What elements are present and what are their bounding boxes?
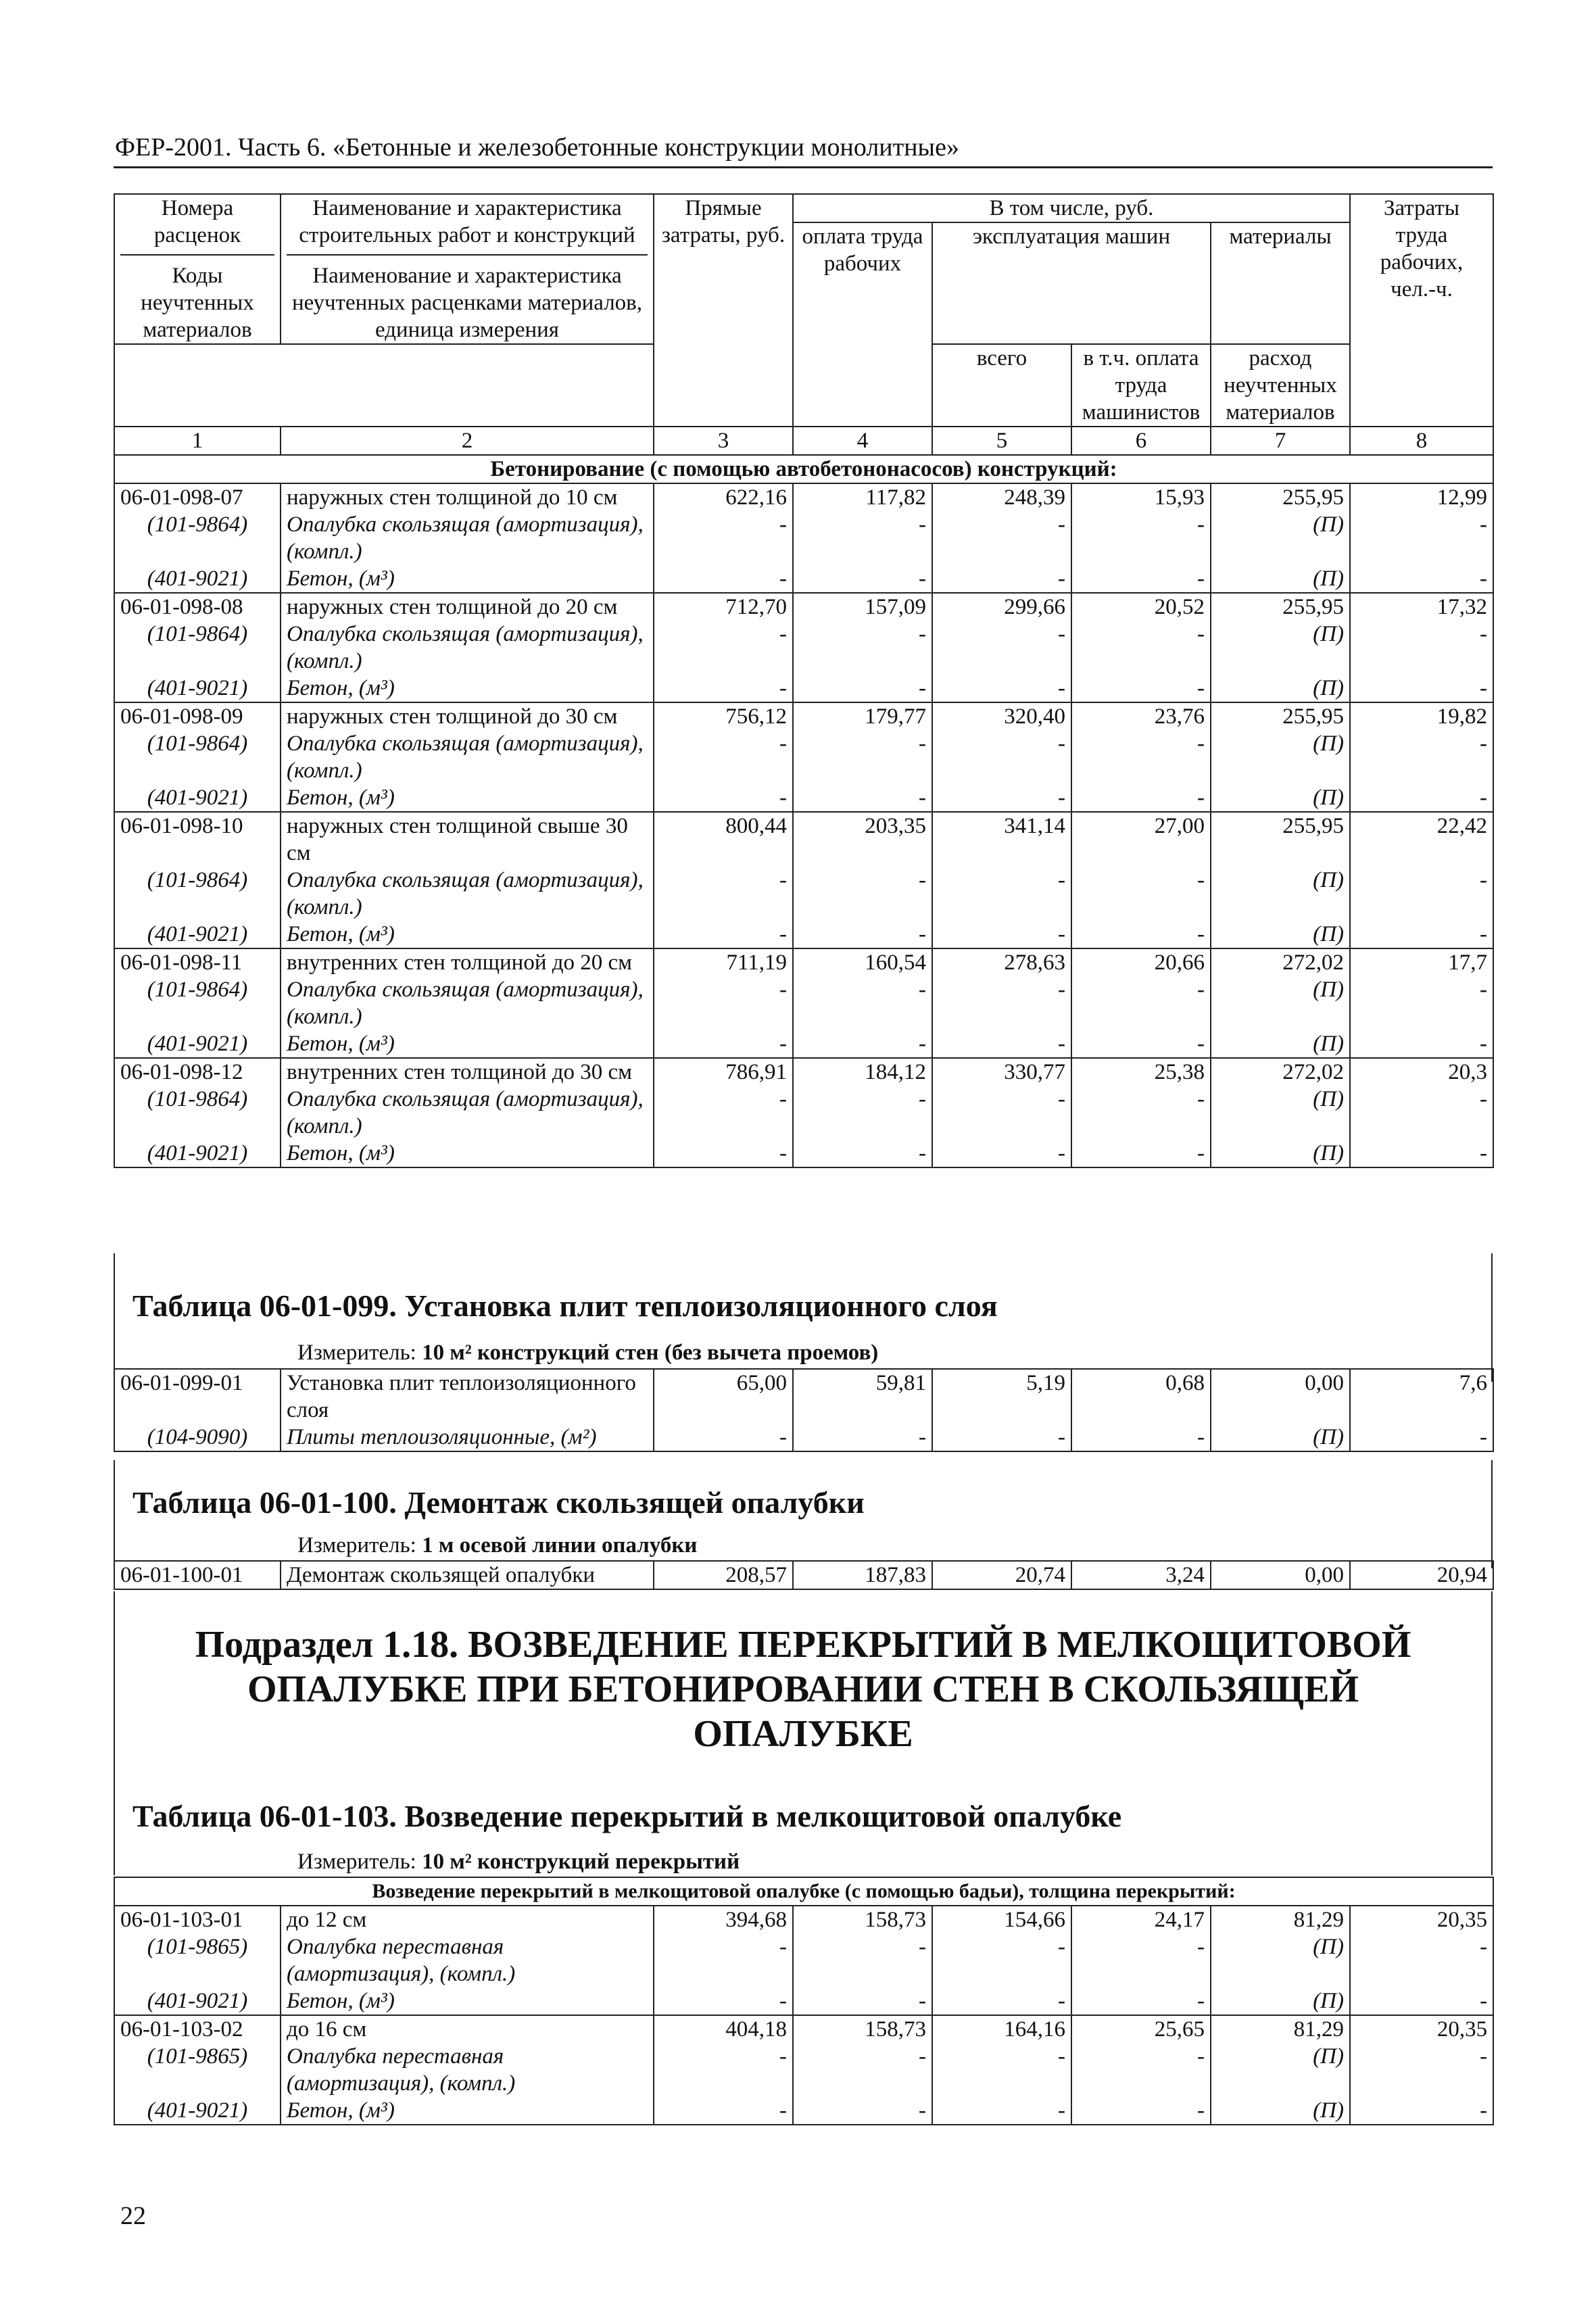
col-header-labor: Затраты труда рабочих, чел.-ч. (1350, 194, 1493, 427)
material-row (114, 1424, 1493, 1451)
material-value: - (654, 675, 793, 702)
material-value: - (654, 1987, 793, 2015)
rate-value: 179,77 (793, 702, 932, 730)
frame-right (1491, 1253, 1493, 1382)
rate-value: 255,95 (1211, 483, 1350, 511)
material-value: (П) (1211, 784, 1350, 812)
rate-value: 25,65 (1071, 2015, 1211, 2043)
rate-value: 272,02 (1211, 1058, 1350, 1086)
measure-099: Измеритель: 10 м² конструкций стен (без вычета проемов) (297, 1341, 879, 1365)
material-value: - (654, 1140, 793, 1167)
rate-value: 20,74 (932, 1561, 1071, 1589)
material-value: - (932, 1140, 1071, 1167)
material-value: - (654, 976, 793, 1030)
material-name: Опалубка скользящая (амортизация), (компл.) (281, 867, 654, 921)
rate-value: 800,44 (654, 812, 793, 867)
rate-row (114, 702, 1493, 730)
material-value: - (793, 565, 932, 593)
rate-name: внутренних стен толщиной до 30 см (281, 1058, 654, 1086)
material-code: (401-9021) (114, 1987, 281, 2015)
material-value: - (932, 921, 1071, 948)
material-value: - (932, 675, 1071, 702)
material-value: - (793, 621, 932, 675)
rate-value: 255,95 (1211, 702, 1350, 730)
material-row (114, 1030, 1493, 1058)
material-value: - (1350, 976, 1493, 1030)
rate-code: 06-01-103-01 (114, 1906, 281, 1933)
material-value: - (793, 511, 932, 565)
material-value: - (793, 2043, 932, 2097)
rate-name: Демонтаж скользящей опалубки (281, 1561, 654, 1589)
col-header-codes: Номера расценок Коды неучтенных материалов (114, 194, 281, 344)
material-value: - (932, 621, 1071, 675)
rate-value: 25,38 (1071, 1058, 1211, 1086)
rate-name: Установка плит теплоизоляционного слоя (281, 1369, 654, 1424)
rate-value: 255,95 (1211, 812, 1350, 867)
material-value: - (654, 1030, 793, 1058)
rate-value: 255,95 (1211, 593, 1350, 621)
material-value: - (932, 976, 1071, 1030)
material-value: - (932, 2043, 1071, 2097)
material-value: (П) (1211, 675, 1350, 702)
frame-left (114, 1460, 115, 1568)
material-value: - (793, 1086, 932, 1140)
col-number: 4 (793, 427, 932, 455)
material-value: - (932, 1424, 1071, 1451)
material-value: - (654, 921, 793, 948)
material-value: (П) (1211, 511, 1350, 565)
material-value: - (654, 1086, 793, 1140)
rate-value: 248,39 (932, 483, 1071, 511)
material-name: Опалубка переставная (амортизация), (компл.) (281, 1933, 654, 1987)
rate-row (114, 948, 1493, 976)
material-value: - (793, 867, 932, 921)
material-name: Бетон, (м³) (281, 921, 654, 948)
material-value: - (1071, 1933, 1211, 1987)
material-code: (101-9864) (114, 730, 281, 784)
measure-103: Измеритель: 10 м² конструкций перекрытий (297, 1850, 740, 1874)
rate-value: 81,29 (1211, 1906, 1350, 1933)
rates-table-100 (114, 1560, 1494, 1590)
frame-left (114, 1253, 115, 1382)
col-header-materials: материалы (1211, 222, 1350, 344)
frame-right (1491, 1460, 1493, 1568)
section-title-098: Бетонирование (с помощью автобетононасосов) конструкций: (114, 455, 1493, 483)
rate-code: 06-01-098-10 (114, 812, 281, 867)
material-name: Бетон, (м³) (281, 2097, 654, 2125)
rate-value: 5,19 (932, 1369, 1071, 1424)
material-value: - (1350, 1086, 1493, 1140)
material-value: - (1071, 921, 1211, 948)
material-row (114, 565, 1493, 593)
material-value: - (1350, 730, 1493, 784)
material-value: - (1071, 675, 1211, 702)
material-row (114, 621, 1493, 675)
material-value: - (1350, 565, 1493, 593)
rate-value: 164,16 (932, 2015, 1071, 2043)
rate-value: 184,12 (793, 1058, 932, 1086)
material-value: - (1350, 1987, 1493, 2015)
col-number: 6 (1071, 427, 1211, 455)
col-header-wages: оплата труда рабочих (793, 222, 932, 427)
rate-value: 0,00 (1211, 1561, 1350, 1589)
material-value: - (932, 1086, 1071, 1140)
col-header-filler (114, 344, 654, 427)
material-value: - (654, 784, 793, 812)
rate-value: 27,00 (1071, 812, 1211, 867)
rate-value: 81,29 (1211, 2015, 1350, 2043)
rate-value: 59,81 (793, 1369, 932, 1424)
rate-value: 20,52 (1071, 593, 1211, 621)
rate-value: 22,42 (1350, 812, 1493, 867)
material-value: (П) (1211, 921, 1350, 948)
col-number: 7 (1211, 427, 1350, 455)
material-value: - (654, 621, 793, 675)
material-code: (401-9021) (114, 675, 281, 702)
material-value: - (1350, 621, 1493, 675)
rate-value: 12,99 (1350, 483, 1493, 511)
material-name: Опалубка скользящая (амортизация), (компл.) (281, 511, 654, 565)
material-row (114, 921, 1493, 948)
rate-value: 23,76 (1071, 702, 1211, 730)
rate-name: наружных стен толщиной свыше 30 см (281, 812, 654, 867)
material-value: - (793, 1030, 932, 1058)
material-value: - (932, 511, 1071, 565)
col-header-materials-consumption: расход неучтенных материалов (1211, 344, 1350, 427)
material-value: - (1071, 1424, 1211, 1451)
material-value: - (1350, 1933, 1493, 1987)
material-row (114, 1086, 1493, 1140)
col-header-group: В том числе, руб. (793, 194, 1350, 222)
material-value: - (1071, 730, 1211, 784)
rate-row (114, 1561, 1493, 1589)
material-value: (П) (1211, 976, 1350, 1030)
material-value: - (1071, 565, 1211, 593)
material-value: - (793, 2097, 932, 2125)
material-value: (П) (1211, 1030, 1350, 1058)
rate-value: 3,24 (1071, 1561, 1211, 1589)
rate-row (114, 1369, 1493, 1424)
material-code: (101-9865) (114, 1933, 281, 1987)
material-value: - (654, 1933, 793, 1987)
table-title-103: Таблица 06-01-103. Возведение перекрытий в мелкощитовой опалубке (132, 1799, 1122, 1833)
material-value: - (1350, 867, 1493, 921)
rate-value: 208,57 (654, 1561, 793, 1589)
material-name: Плиты теплоизоляционные, (м²) (281, 1424, 654, 1451)
material-name: Опалубка скользящая (амортизация), (компл.) (281, 976, 654, 1030)
material-code: (101-9865) (114, 2043, 281, 2097)
material-value: - (932, 1030, 1071, 1058)
table-title-099: Таблица 06-01-099. Установка плит теплоизоляционного слоя (132, 1288, 998, 1323)
material-code: (101-9864) (114, 621, 281, 675)
col-number: 8 (1350, 427, 1493, 455)
material-value: - (654, 2043, 793, 2097)
material-value: (П) (1211, 730, 1350, 784)
rows-098 (114, 483, 1493, 1167)
rate-value: 712,70 (654, 593, 793, 621)
material-value: (П) (1211, 565, 1350, 593)
material-value: - (1071, 1140, 1211, 1167)
column-numbers-row (114, 427, 1493, 455)
material-value: - (932, 1933, 1071, 1987)
material-value: (П) (1211, 1933, 1350, 1987)
material-code: (101-9864) (114, 976, 281, 1030)
material-name: Опалубка переставная (амортизация), (компл.) (281, 2043, 654, 2097)
rate-name: до 12 см (281, 1906, 654, 1933)
rate-value: 158,73 (793, 1906, 932, 1933)
rate-value: 17,7 (1350, 948, 1493, 976)
subsection-title: Подраздел 1.18. ВОЗВЕДЕНИЕ ПЕРЕКРЫТИЙ В МЕЛКОЩИТОВОЙ ОПАЛУБКЕ ПРИ БЕТОНИРОВАНИИ СТЕН В СКОЛЬЗЯЩЕЙ ОПАЛУБКЕ (195, 1624, 1411, 1755)
material-row (114, 511, 1493, 565)
material-value: - (1350, 2043, 1493, 2097)
rate-name: внутренних стен толщиной до 20 см (281, 948, 654, 976)
rate-row (114, 483, 1493, 511)
rate-value: 272,02 (1211, 948, 1350, 976)
material-code: (101-9864) (114, 1086, 281, 1140)
material-name: Бетон, (м³) (281, 1030, 654, 1058)
material-code: (401-9021) (114, 1030, 281, 1058)
material-value: - (1350, 921, 1493, 948)
rate-name: наружных стен толщиной до 30 см (281, 702, 654, 730)
material-value: - (793, 976, 932, 1030)
rate-code: 06-01-098-09 (114, 702, 281, 730)
rate-value: 117,82 (793, 483, 932, 511)
material-name: Бетон, (м³) (281, 1987, 654, 2015)
material-value: - (793, 675, 932, 702)
material-row (114, 2097, 1493, 2125)
material-name: Опалубка скользящая (амортизация), (компл.) (281, 621, 654, 675)
col-number: 2 (281, 427, 654, 455)
material-code: (101-9864) (114, 867, 281, 921)
rate-value: 756,12 (654, 702, 793, 730)
col-header-exploitation: эксплуатация машин (932, 222, 1211, 344)
rate-value: 160,54 (793, 948, 932, 976)
material-value: - (654, 1424, 793, 1451)
col-number: 1 (114, 427, 281, 455)
rate-value: 203,35 (793, 812, 932, 867)
material-value: - (654, 511, 793, 565)
material-value: - (932, 1987, 1071, 2015)
rate-value: 786,91 (654, 1058, 793, 1086)
rate-value: 20,35 (1350, 2015, 1493, 2043)
material-value: - (932, 565, 1071, 593)
material-value: - (793, 1933, 932, 1987)
rate-name: до 16 см (281, 2015, 654, 2043)
material-code: (401-9021) (114, 1140, 281, 1167)
rate-value: 65,00 (654, 1369, 793, 1424)
material-value: (П) (1211, 867, 1350, 921)
material-value: - (654, 730, 793, 784)
material-value: (П) (1211, 1140, 1350, 1167)
material-value: - (932, 2097, 1071, 2125)
rate-value: 24,17 (1071, 1906, 1211, 1933)
rate-row (114, 593, 1493, 621)
rates-table-099 (114, 1368, 1494, 1452)
material-code: (104-9090) (114, 1424, 281, 1451)
rate-row (114, 1058, 1493, 1086)
rate-row (114, 2015, 1493, 2043)
material-value: - (1350, 1424, 1493, 1451)
page-header: ФЕР-2001. Часть 6. «Бетонные и железобетонные конструкции монолитные» (115, 133, 959, 162)
material-value: - (1071, 2043, 1211, 2097)
rate-value: 158,73 (793, 2015, 932, 2043)
col-header-direct-costs: Прямые затраты, руб. (654, 194, 793, 427)
col-header-machines-total: всего (932, 344, 1071, 427)
col-number: 5 (932, 427, 1071, 455)
material-value: - (654, 2097, 793, 2125)
material-name: Бетон, (м³) (281, 565, 654, 593)
material-value: - (793, 1140, 932, 1167)
material-value: - (654, 867, 793, 921)
rates-table-098 (114, 193, 1494, 1168)
material-value: - (1350, 784, 1493, 812)
material-value: - (1350, 1140, 1493, 1167)
section-title-103: Возведение перекрытий в мелкощитовой опалубке (с помощью бадьи), толщина перекрытий: (114, 1877, 1493, 1906)
material-code: (401-9021) (114, 565, 281, 593)
material-row (114, 675, 1493, 702)
material-value: - (932, 730, 1071, 784)
rate-name: наружных стен толщиной до 20 см (281, 593, 654, 621)
rate-value: 330,77 (932, 1058, 1071, 1086)
material-code: (401-9021) (114, 2097, 281, 2125)
material-row (114, 1987, 1493, 2015)
material-value: - (932, 784, 1071, 812)
material-value: - (793, 921, 932, 948)
rate-value: 20,35 (1350, 1906, 1493, 1933)
material-value: - (793, 1987, 932, 2015)
rate-value: 0,00 (1211, 1369, 1350, 1424)
rate-value: 19,82 (1350, 702, 1493, 730)
material-value: - (1071, 1030, 1211, 1058)
page-number: 22 (120, 2202, 146, 2230)
material-value: - (1071, 621, 1211, 675)
material-value: - (932, 867, 1071, 921)
rate-value: 622,16 (654, 483, 793, 511)
col-header-name: Наименование и характеристика строительных работ и конструкций Наименование и характеристика неучтенных расценками материалов, единица измерения (281, 194, 654, 344)
material-value: - (1071, 2097, 1211, 2125)
material-row (114, 784, 1493, 812)
rate-code: 06-01-103-02 (114, 2015, 281, 2043)
material-row (114, 2043, 1493, 2097)
col-number: 3 (654, 427, 793, 455)
rate-value: 17,32 (1350, 593, 1493, 621)
material-value: (П) (1211, 1424, 1350, 1451)
rate-value: 20,3 (1350, 1058, 1493, 1086)
rate-row (114, 1906, 1493, 1933)
material-value: - (1350, 511, 1493, 565)
rate-name: наружных стен толщиной до 10 см (281, 483, 654, 511)
material-row (114, 867, 1493, 921)
rate-row (114, 812, 1493, 867)
material-name: Бетон, (м³) (281, 1140, 654, 1167)
rate-value: 394,68 (654, 1906, 793, 1933)
rate-value: 157,09 (793, 593, 932, 621)
material-value: - (1071, 784, 1211, 812)
rate-value: 154,66 (932, 1906, 1071, 1933)
material-value: (П) (1211, 1987, 1350, 2015)
rate-code: 06-01-098-12 (114, 1058, 281, 1086)
material-value: - (1350, 1030, 1493, 1058)
rate-value: 299,66 (932, 593, 1071, 621)
material-value: - (1071, 1086, 1211, 1140)
rate-value: 341,14 (932, 812, 1071, 867)
material-value: - (793, 1424, 932, 1451)
material-value: - (654, 565, 793, 593)
material-value: - (1071, 867, 1211, 921)
measure-100: Измеритель: 1 м осевой линии опалубки (297, 1533, 698, 1558)
material-value: (П) (1211, 1086, 1350, 1140)
material-row (114, 730, 1493, 784)
rate-code: 06-01-099-01 (114, 1369, 281, 1424)
material-value: - (1071, 511, 1211, 565)
rate-code: 06-01-098-11 (114, 948, 281, 976)
material-row (114, 1933, 1493, 1987)
rates-table-103 (114, 1877, 1494, 2125)
col-header-machinists: в т.ч. оплата труда машинистов (1071, 344, 1211, 427)
material-value: - (1350, 2097, 1493, 2125)
material-value: - (793, 784, 932, 812)
rate-code: 06-01-100-01 (114, 1561, 281, 1589)
material-code: (401-9021) (114, 921, 281, 948)
material-value: - (1071, 976, 1211, 1030)
rate-code: 06-01-098-07 (114, 483, 281, 511)
material-value: - (1071, 1987, 1211, 2015)
rate-value: 20,94 (1350, 1561, 1493, 1589)
material-row (114, 1140, 1493, 1167)
material-row (114, 976, 1493, 1030)
material-value: (П) (1211, 2043, 1350, 2097)
rate-value: 278,63 (932, 948, 1071, 976)
material-value: (П) (1211, 621, 1350, 675)
material-name: Бетон, (м³) (281, 675, 654, 702)
material-value: (П) (1211, 2097, 1350, 2125)
rate-code: 06-01-098-08 (114, 593, 281, 621)
rate-value: 15,93 (1071, 483, 1211, 511)
rate-value: 187,83 (793, 1561, 932, 1589)
material-name: Опалубка скользящая (амортизация), (компл.) (281, 1086, 654, 1140)
material-value: - (1350, 675, 1493, 702)
rate-value: 0,68 (1071, 1369, 1211, 1424)
rate-value: 404,18 (654, 2015, 793, 2043)
table-title-100: Таблица 06-01-100. Демонтаж скользящей опалубки (132, 1485, 865, 1520)
rate-value: 7,6 (1350, 1369, 1493, 1424)
material-name: Опалубка скользящая (амортизация), (компл.) (281, 730, 654, 784)
rate-value: 20,66 (1071, 948, 1211, 976)
rate-value: 711,19 (654, 948, 793, 976)
material-value: - (793, 730, 932, 784)
material-code: (101-9864) (114, 511, 281, 565)
rate-value: 320,40 (932, 702, 1071, 730)
material-name: Бетон, (м³) (281, 784, 654, 812)
header-rule (114, 166, 1493, 168)
material-code: (401-9021) (114, 784, 281, 812)
